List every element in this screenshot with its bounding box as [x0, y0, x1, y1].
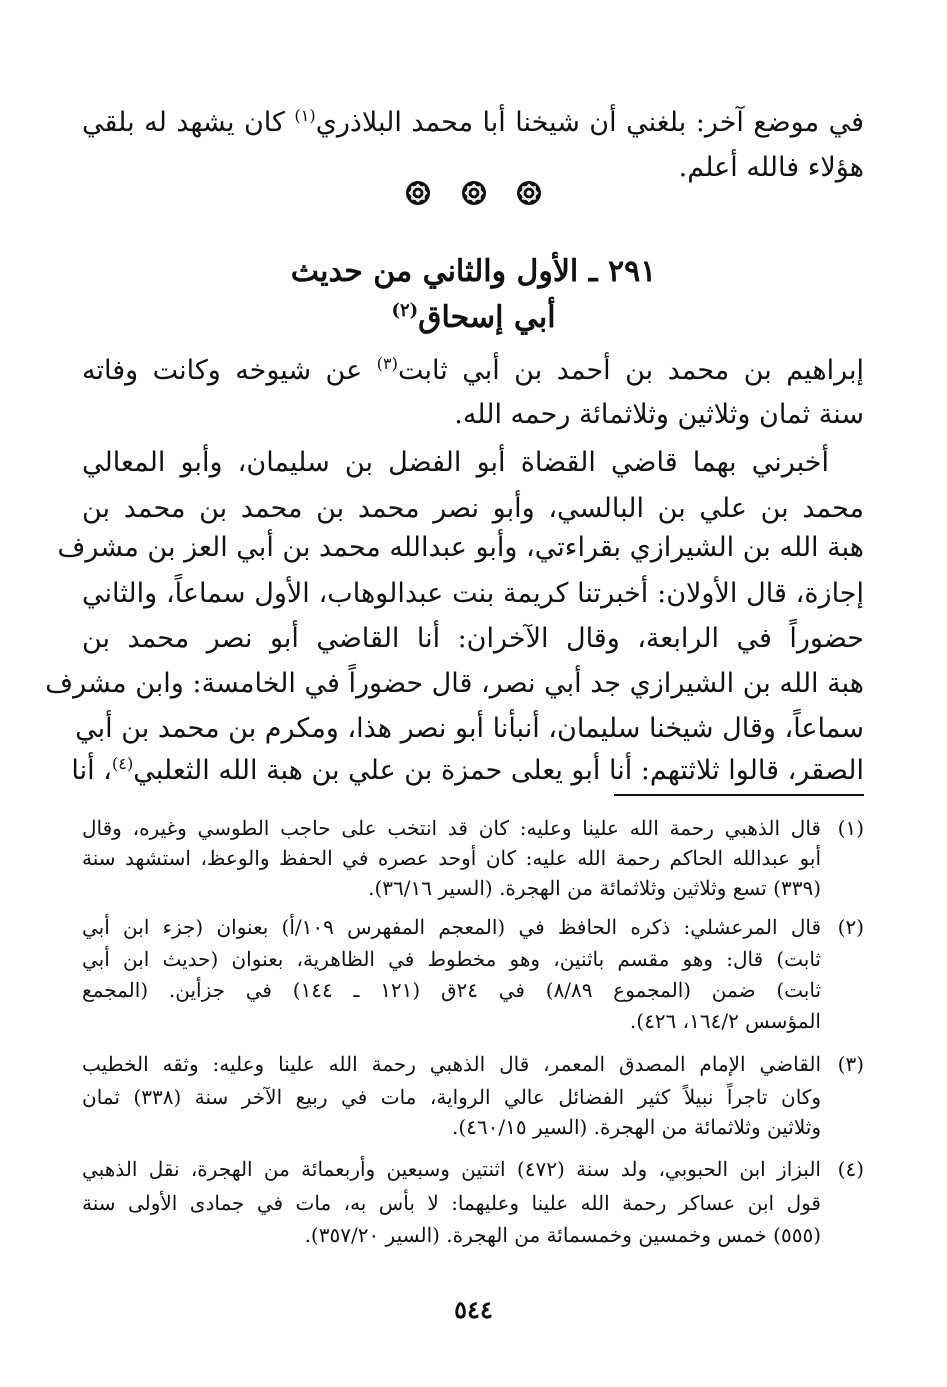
- section-heading: ٢٩١ ـ الأول والثاني من حديث: [290, 254, 657, 289]
- footnote-line: وثلاثين وثلاثمائة من الهجرة. (السير ٤٦٠/١٥).: [451, 1115, 821, 1139]
- footnote-reference: (٢): [391, 300, 419, 321]
- footnote-line: (٤)البزاز ابن الحبوبي، ولد سنة (٤٧٢) اثنتين وسبعين وأربعمائة من الهجرة، نقل الذهبي: [82, 1154, 864, 1184]
- body-line: سماعاً، وقال شيخنا سليمان، أنبأنا أبو نصر هذا، ومكرم بن محمد بن أبي: [75, 713, 864, 744]
- star-ornament-icon: [461, 180, 487, 206]
- star-ornament-icon: [516, 180, 542, 206]
- body-line: إجازة، قال الأولان: أخبرتنا كريمة بنت عبدالوهاب، الأول سماعاً، والثاني: [82, 578, 864, 609]
- footnote-line: (٣٣٩) تسع وثلاثين وثلاثمائة من الهجرة. (السير ٣٦/١٦).: [368, 876, 821, 900]
- body-line: إبراهيم بن محمد بن أحمد بن أبي ثابت$^{(٣)}$ عن شيوخه وكانت وفاته: [82, 354, 864, 386]
- section-divider: [0, 180, 947, 206]
- footnote-line: (١)قال الذهبي رحمة الله علينا وعليه: كان قد انتخب على حاجب الطوسي وغيره، وقال: [82, 813, 864, 843]
- body-line: حضوراً في الرابعة، وقال الآخران: أنا القاضي أبو نصر محمد بن: [82, 623, 864, 654]
- footnote-line: (٣)القاضي الإمام المصدق المعمر، قال الذهبي رحمة الله علينا وعليه: وثقه الخطيب: [82, 1049, 864, 1079]
- footnote-number: (١): [837, 816, 864, 840]
- footnote-reference: (٤): [111, 754, 134, 773]
- footnote-line: (٢)قال المرعشلي: ذكره الحافظ في (المعجم المفهرس ١٠٩/أ) بعنوان (جزء ابن أبي: [82, 912, 864, 942]
- intro-line: في موضع آخر: بلغني أن شيخنا أبا محمد البلاذري$^{(١)}$ كان يشهد له بلقي: [82, 106, 864, 138]
- body-line: هبة الله بن الشيرازي بقراءتي، وأبو عبدالله محمد بن أبي العز بن مشرف: [57, 532, 864, 563]
- footnote-line: (٥٥٥) خمس وخمسين وخمسمائة من الهجرة. (السير ٣٥٧/٢٠).: [304, 1223, 821, 1247]
- footnote-line: قول ابن عساكر رحمة الله علينا وعليهما: لا بأس به، مات في جمادى الأولى سنة: [82, 1191, 821, 1215]
- footnote-reference: (٣): [376, 354, 398, 373]
- footnote-reference: (١): [294, 106, 316, 125]
- footnote-number: (٣): [837, 1052, 864, 1076]
- footnote-line: ثابت) قال: وهو مقسم باثنين، وهو مخطوط في الظاهرية، بعنوان (حديث ابن أبي: [82, 947, 821, 971]
- intro-line: هؤلاء فالله أعلم.: [678, 152, 864, 183]
- page-number: ٥٤٤: [454, 1295, 493, 1324]
- footnote-number: (٤): [837, 1157, 864, 1181]
- footnote-number: (٢): [837, 915, 864, 939]
- body-line: أخبرني بهما قاضي القضاة أبو الفضل بن سليمان، وأبو المعالي: [82, 447, 829, 478]
- section-heading-sub: أبي إسحاق$^{(٢)}$: [391, 300, 556, 335]
- body-line: هبة الله بن الشيرازي جد أبي نصر، قال حضوراً في الخامسة: وابن مشرف: [45, 668, 864, 699]
- body-line: الصقر، قالوا ثلاثتهم: أنا أبو يعلى حمزة بن علي بن هبة الله الثعلبي$^{(٤)}$، أنا: [71, 754, 864, 786]
- body-line: سنة ثمان وثلاثين وثلاثمائة رحمه الله.: [454, 399, 864, 430]
- footnote-line: ثابت) ضمن (المجموع ٨/٨٩) في ٢٤ق (١٢١ ـ ١٤٤) في جزأين. (المجمع: [82, 978, 822, 1002]
- star-ornament-icon: [405, 180, 431, 206]
- footnote-separator: [614, 794, 864, 796]
- footnote-line: أبو عبدالله الحاكم رحمة الله عليه: كان أوحد عصره في الحفظ والوعظ، استشهد سنة: [82, 846, 821, 870]
- footnote-line: المؤسس ١٦٤/٢، ٤٢٦).: [629, 1009, 821, 1033]
- body-line: محمد بن علي بن البالسي، وأبو نصر محمد بن محمد بن محمد بن: [82, 493, 864, 524]
- footnote-line: وكان تاجراً نبيلاً كثير الفضائل عالي الرواية، مات في ربيع الآخر سنة (٣٣٨) ثمان: [82, 1085, 821, 1109]
